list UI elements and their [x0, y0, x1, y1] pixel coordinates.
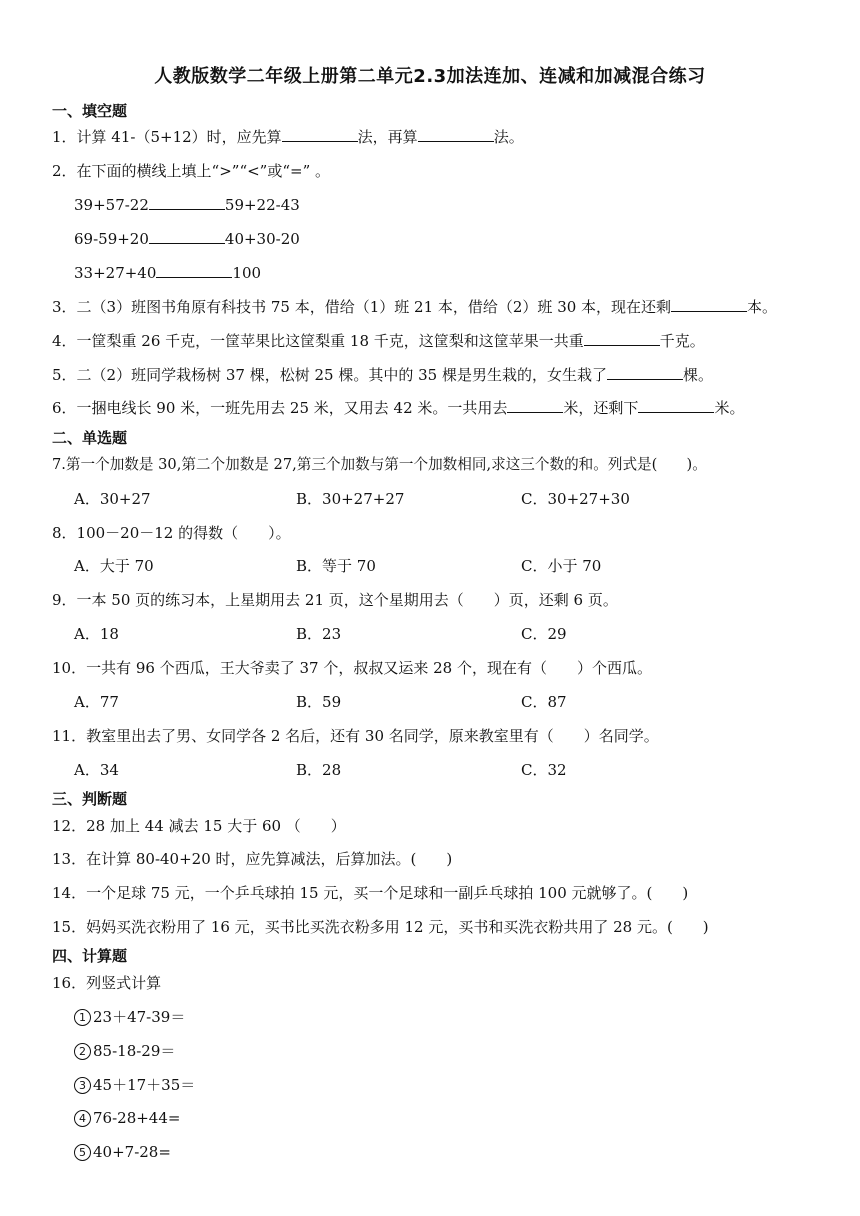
answer-blank[interactable] — [607, 365, 683, 380]
question-4 — [52, 331, 705, 351]
section-true-false-heading: 三、判断题 — [52, 790, 128, 808]
answer-blank[interactable] — [149, 195, 225, 210]
question-6 — [52, 398, 744, 418]
section-calculation-heading: 四、计算题 — [52, 947, 128, 965]
calc-expression: 40+7-28= — [93, 1143, 171, 1161]
option-a[interactable]: A．18 — [74, 625, 119, 643]
calc-item — [74, 1075, 195, 1095]
question-6-text: 米，还剩下 — [563, 399, 639, 417]
calc-expression: 45＋17＋35＝ — [93, 1076, 196, 1094]
compare-row — [74, 263, 261, 283]
compare-left: 33+27+40 — [74, 264, 157, 282]
compare-left: 39+57-22 — [74, 196, 149, 214]
answer-blank[interactable] — [671, 297, 747, 312]
option-c[interactable]: C．32 — [521, 761, 567, 779]
option-a[interactable]: A．34 — [74, 761, 119, 779]
question-1 — [52, 127, 524, 147]
answer-blank[interactable] — [156, 263, 232, 278]
answer-blank[interactable] — [507, 398, 563, 413]
question-14: 14．一个足球 75 元，一个乒乓球拍 15 元，买一个足球和一副乒乓球拍 100 元就够了。( ) — [52, 884, 689, 902]
option-b[interactable]: B．等于 70 — [296, 557, 376, 575]
question-4-text: 4．一筐梨重 26 千克，一筐苹果比这筐梨重 18 千克，这筐梨和这筐苹果一共重 — [52, 332, 584, 350]
option-c[interactable]: C．29 — [521, 625, 567, 643]
compare-row — [74, 229, 300, 249]
option-c[interactable]: C．30+27+30 — [521, 490, 630, 508]
compare-right: 59+22-43 — [224, 196, 300, 214]
question-5 — [52, 365, 713, 385]
calc-item — [74, 1142, 171, 1162]
compare-right: 40+30-20 — [224, 230, 300, 248]
calc-expression: 76-28+44= — [93, 1109, 181, 1127]
option-b[interactable]: B．30+27+27 — [296, 490, 405, 508]
question-3 — [52, 297, 777, 317]
section-fill-blank-heading: 一、填空题 — [52, 102, 128, 120]
answer-blank[interactable] — [149, 229, 225, 244]
question-7: 7.第一个加数是 30,第二个加数是 27,第三个加数与第一个加数相同,求这三个数的和。列式是( )。 — [52, 456, 707, 473]
calc-item — [74, 1108, 180, 1128]
calc-item — [74, 1041, 175, 1061]
question-1-text: 法，再算 — [357, 128, 418, 146]
answer-blank[interactable] — [282, 127, 358, 142]
question-3-text: 3．二（3）班图书角原有科技书 75 本，借给（1）班 21 本，借给（2）班 30 本，现在还剩 — [52, 298, 672, 316]
option-a[interactable]: A．大于 70 — [74, 557, 154, 575]
question-16: 16．列竖式计算 — [52, 974, 162, 992]
option-a[interactable]: A．30+27 — [74, 490, 151, 508]
circled-number: 3 — [74, 1077, 91, 1094]
answer-blank[interactable] — [584, 331, 660, 346]
compare-right: 100 — [232, 264, 262, 282]
option-b[interactable]: B．23 — [296, 625, 342, 643]
question-15: 15．妈妈买洗衣粉用了 16 元，买书比买洗衣粉多用 12 元，买书和买洗衣粉共用了 28 元。( ) — [52, 918, 709, 936]
option-c[interactable]: C．87 — [521, 693, 567, 711]
option-a[interactable]: A．77 — [74, 693, 119, 711]
question-9: 9．一本 50 页的练习本，上星期用去 21 页，这个星期用去（ ）页，还剩 6 页。 — [52, 591, 618, 609]
question-1-text: 1．计算 41-（5+12）时，应先算 — [52, 128, 282, 146]
circled-number: 2 — [74, 1043, 91, 1060]
circled-number: 4 — [74, 1110, 91, 1127]
page-title: 人教版数学二年级上册第二单元2.3加法连加、连减和加减混合练习 — [154, 66, 706, 87]
circled-number: 5 — [74, 1144, 91, 1161]
question-11: 11．教室里出去了男、女同学各 2 名后，还有 30 名同学，原来教室里有（ ）名同学。 — [52, 727, 659, 745]
calc-expression: 85-18-29＝ — [93, 1042, 176, 1060]
question-8: 8．100－20－12 的得数（ ）。 — [52, 524, 291, 542]
calc-item — [74, 1007, 185, 1027]
question-12: 12．28 加上 44 减去 15 大于 60 （ ） — [52, 817, 346, 835]
circled-number: 1 — [74, 1009, 91, 1026]
question-3-text: 本。 — [747, 298, 778, 316]
option-b[interactable]: B．28 — [296, 761, 342, 779]
option-c[interactable]: C．小于 70 — [521, 557, 602, 575]
answer-blank[interactable] — [418, 127, 494, 142]
question-5-text: 棵。 — [682, 366, 713, 384]
answer-blank[interactable] — [638, 398, 714, 413]
option-b[interactable]: B．59 — [296, 693, 342, 711]
compare-row — [74, 195, 300, 215]
question-1-text: 法。 — [493, 128, 524, 146]
calc-expression: 23＋47-39＝ — [93, 1008, 186, 1026]
question-6-text: 米。 — [714, 399, 745, 417]
question-4-text: 千克。 — [659, 332, 705, 350]
question-10: 10．一共有 96 个西瓜，王大爷卖了 37 个，叔叔又运来 28 个，现在有（ ）个西瓜。 — [52, 659, 652, 677]
section-single-choice-heading: 二、单选题 — [52, 429, 128, 447]
question-2: 2．在下面的横线上填上“>”“<”或“=” 。 — [52, 162, 331, 180]
compare-left: 69-59+20 — [74, 230, 149, 248]
question-5-text: 5．二（2）班同学栽杨树 37 棵，松树 25 棵。其中的 35 棵是男生栽的，女生栽了 — [52, 366, 607, 384]
question-13: 13．在计算 80-40+20 时，应先算减法，后算加法。( ) — [52, 850, 453, 868]
question-6-text: 6．一捆电线长 90 米，一班先用去 25 米，又用去 42 米。一共用去 — [52, 399, 508, 417]
